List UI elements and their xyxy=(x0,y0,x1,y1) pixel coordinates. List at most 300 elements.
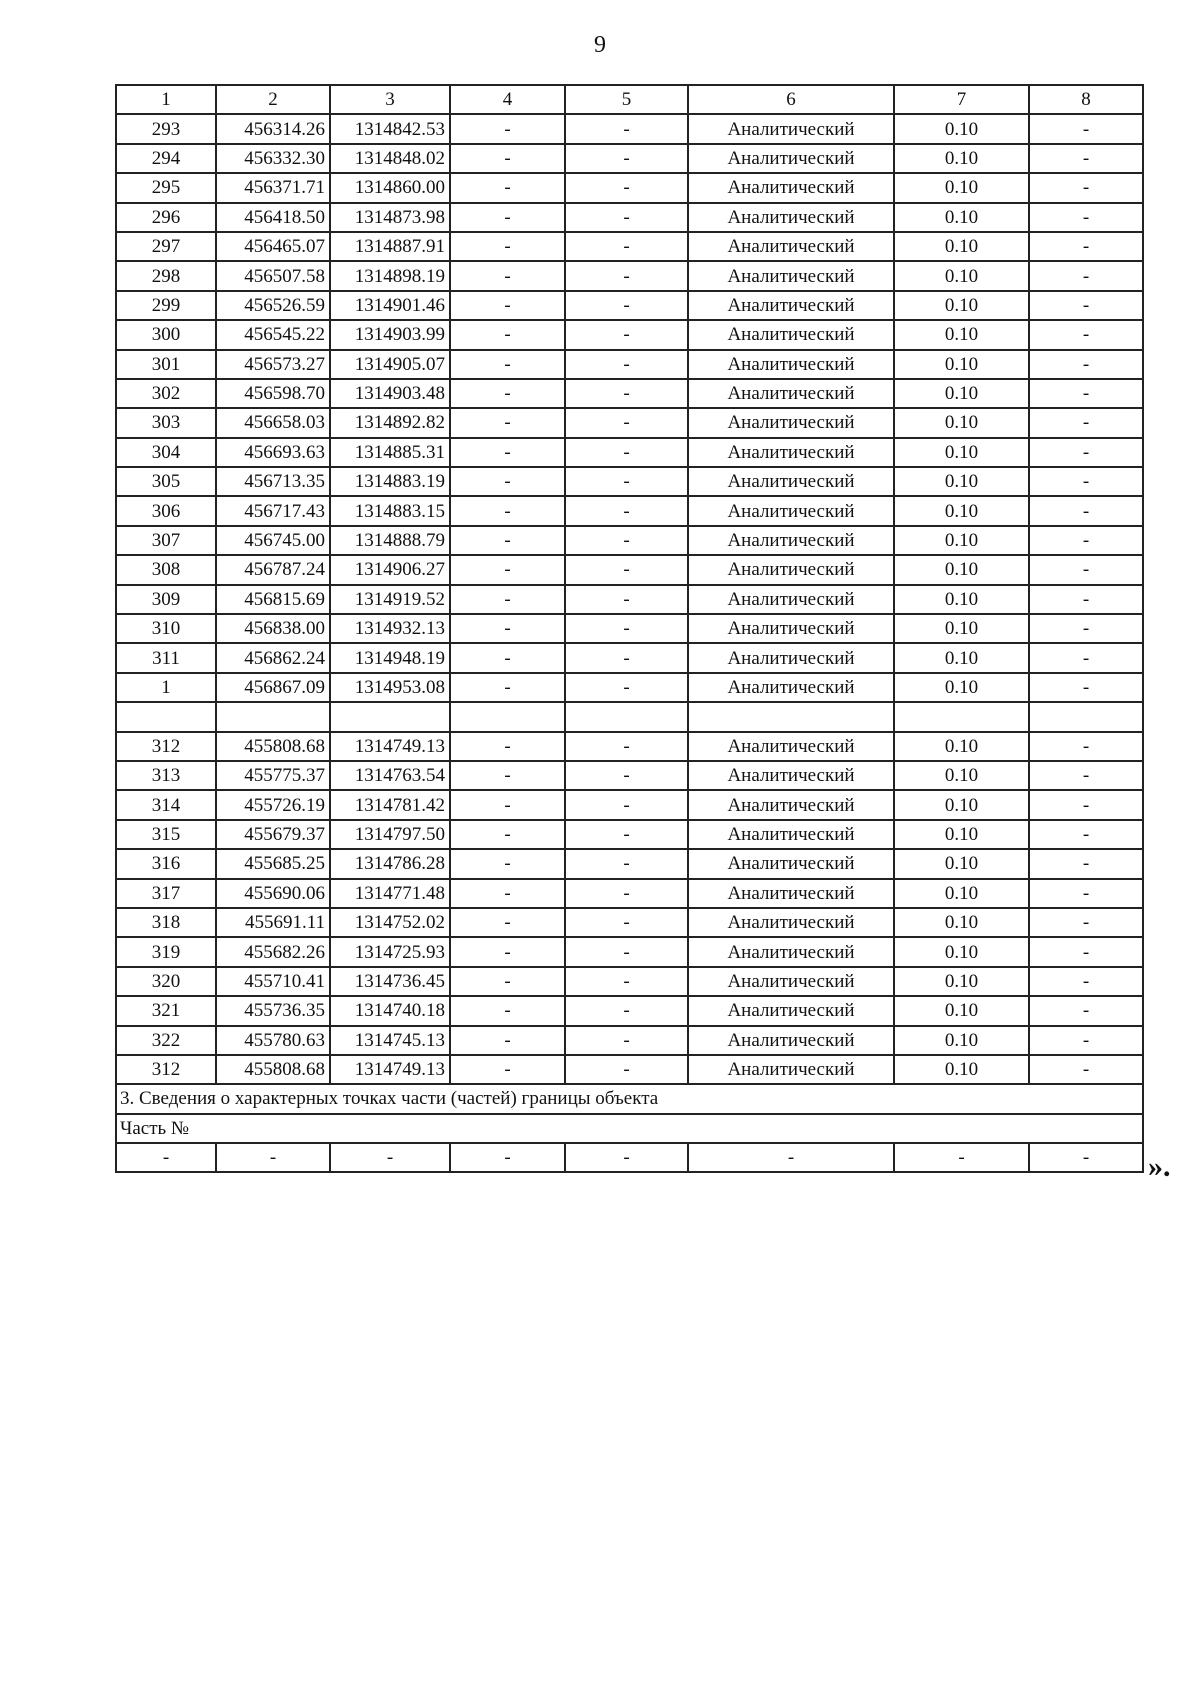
table-row xyxy=(116,496,1143,525)
table-cell: Аналитический xyxy=(688,820,894,849)
table-cell: 0.10 xyxy=(894,673,1029,702)
table-cell: - xyxy=(565,350,688,379)
table-cell: 305 xyxy=(116,467,216,496)
table-cell: 456465.07 xyxy=(216,232,330,261)
table-row xyxy=(116,526,1143,555)
table-cell: 1314948.19 xyxy=(330,643,450,672)
table-cell: 456713.35 xyxy=(216,467,330,496)
table-cell: 0.10 xyxy=(894,996,1029,1025)
table-row xyxy=(116,996,1143,1025)
table-header-row xyxy=(116,85,1143,114)
table-row xyxy=(116,790,1143,819)
table-cell: 304 xyxy=(116,438,216,467)
table-cell: - xyxy=(1029,496,1143,525)
table-cell: 1314953.08 xyxy=(330,673,450,702)
table-cell: - xyxy=(450,467,565,496)
table-cell: 1 xyxy=(116,85,216,114)
table-cell: - xyxy=(450,291,565,320)
table-cell: Аналитический xyxy=(688,320,894,349)
table-cell: 0.10 xyxy=(894,496,1029,525)
table-cell: - xyxy=(565,967,688,996)
table-row xyxy=(116,555,1143,584)
empty-separator-row xyxy=(116,702,1143,731)
table-cell xyxy=(1029,702,1143,731)
table-cell: Аналитический xyxy=(688,144,894,173)
table-cell: 1314771.48 xyxy=(330,879,450,908)
table-cell: 293 xyxy=(116,114,216,143)
table-cell: 1314932.13 xyxy=(330,614,450,643)
table-cell: 312 xyxy=(116,1055,216,1084)
table-cell: - xyxy=(450,967,565,996)
table-cell: Аналитический xyxy=(688,232,894,261)
table-cell: - xyxy=(450,408,565,437)
table-cell: 301 xyxy=(116,350,216,379)
table-cell: 317 xyxy=(116,879,216,908)
table-cell: 1314725.93 xyxy=(330,937,450,966)
table-cell: - xyxy=(565,732,688,761)
table-row xyxy=(116,1026,1143,1055)
section-title: 3. Сведения о характерных точках части (частей) границы объекта xyxy=(116,1084,1143,1113)
table-cell: Аналитический xyxy=(688,643,894,672)
table-cell: - xyxy=(565,908,688,937)
table-cell: 1314763.54 xyxy=(330,761,450,790)
table-cell: 0.10 xyxy=(894,1026,1029,1055)
table-cell: 456573.27 xyxy=(216,350,330,379)
table-cell: - xyxy=(1029,908,1143,937)
table-cell: - xyxy=(565,1026,688,1055)
table-row xyxy=(116,673,1143,702)
table-cell: - xyxy=(1029,173,1143,202)
table-cell: 1314903.48 xyxy=(330,379,450,408)
table-cell: 1314749.13 xyxy=(330,1055,450,1084)
table-cell: 456867.09 xyxy=(216,673,330,702)
table-cell: 296 xyxy=(116,203,216,232)
table-cell: 320 xyxy=(116,967,216,996)
table-cell: 295 xyxy=(116,173,216,202)
table-cell: - xyxy=(565,408,688,437)
table-cell: - xyxy=(450,320,565,349)
table-cell: - xyxy=(1029,790,1143,819)
table-cell: - xyxy=(450,496,565,525)
table-cell xyxy=(450,702,565,731)
table-cell: Аналитический xyxy=(688,673,894,702)
table-cell: - xyxy=(565,1143,688,1172)
table-cell: - xyxy=(216,1143,330,1172)
table-cell: - xyxy=(450,261,565,290)
table-cell: 1314786.28 xyxy=(330,849,450,878)
table-cell: - xyxy=(1029,1026,1143,1055)
table-row xyxy=(116,350,1143,379)
table-cell: 456838.00 xyxy=(216,614,330,643)
table-cell: 294 xyxy=(116,144,216,173)
table-row xyxy=(116,585,1143,614)
table-cell: 456693.63 xyxy=(216,438,330,467)
table-cell: - xyxy=(330,1143,450,1172)
table-cell: - xyxy=(450,350,565,379)
table-cell: - xyxy=(565,614,688,643)
table-cell: - xyxy=(1029,379,1143,408)
table-cell: 5 xyxy=(565,85,688,114)
table-cell: Аналитический xyxy=(688,761,894,790)
table-cell: 1314892.82 xyxy=(330,408,450,437)
table-cell: 313 xyxy=(116,761,216,790)
table-cell: 455808.68 xyxy=(216,1055,330,1084)
table-cell: - xyxy=(1029,1055,1143,1084)
table-cell: 0.10 xyxy=(894,320,1029,349)
table-cell: - xyxy=(565,379,688,408)
table-cell: - xyxy=(565,291,688,320)
table-cell: 456717.43 xyxy=(216,496,330,525)
table-cell: - xyxy=(450,879,565,908)
table-cell: - xyxy=(450,203,565,232)
table-cell: 0.10 xyxy=(894,967,1029,996)
table-cell: 0.10 xyxy=(894,790,1029,819)
table-cell: 1314883.15 xyxy=(330,496,450,525)
table-cell: Аналитический xyxy=(688,879,894,908)
table-cell: 321 xyxy=(116,996,216,1025)
table-row xyxy=(116,732,1143,761)
table-cell: 455808.68 xyxy=(216,732,330,761)
table-cell: - xyxy=(450,1026,565,1055)
table-cell: - xyxy=(450,1055,565,1084)
table-cell: 1314873.98 xyxy=(330,203,450,232)
table-cell: 456314.26 xyxy=(216,114,330,143)
table-cell: 297 xyxy=(116,232,216,261)
table-cell: - xyxy=(450,996,565,1025)
table-cell: 0.10 xyxy=(894,144,1029,173)
table-cell: 0.10 xyxy=(894,879,1029,908)
table-row xyxy=(116,1055,1143,1084)
table-cell: 0.10 xyxy=(894,820,1029,849)
table-cell: - xyxy=(450,820,565,849)
table-cell: 456745.00 xyxy=(216,526,330,555)
table-row xyxy=(116,144,1143,173)
table-cell: 0.10 xyxy=(894,232,1029,261)
table-cell: - xyxy=(565,1055,688,1084)
table-cell: 299 xyxy=(116,291,216,320)
table-cell: 1314887.91 xyxy=(330,232,450,261)
closing-quote: ». xyxy=(1148,1150,1171,1183)
table-cell: 455726.19 xyxy=(216,790,330,819)
table-cell: Аналитический xyxy=(688,1055,894,1084)
table-cell: 0.10 xyxy=(894,291,1029,320)
table-cell: - xyxy=(1029,673,1143,702)
table-cell: 456815.69 xyxy=(216,585,330,614)
table-row xyxy=(116,937,1143,966)
table-cell: Аналитический xyxy=(688,408,894,437)
table-cell: 0.10 xyxy=(894,937,1029,966)
table-cell: Аналитический xyxy=(688,467,894,496)
table-cell: 303 xyxy=(116,408,216,437)
table-cell: - xyxy=(450,761,565,790)
table-cell: 0.10 xyxy=(894,1055,1029,1084)
table-cell: - xyxy=(1029,144,1143,173)
table-cell: Аналитический xyxy=(688,849,894,878)
table-cell: 455775.37 xyxy=(216,761,330,790)
table-cell: 456418.50 xyxy=(216,203,330,232)
table-cell: - xyxy=(450,790,565,819)
table-cell: 0.10 xyxy=(894,114,1029,143)
table-row xyxy=(116,438,1143,467)
table-cell: 1314860.00 xyxy=(330,173,450,202)
table-row xyxy=(116,614,1143,643)
table-cell: Аналитический xyxy=(688,555,894,584)
table-cell: 298 xyxy=(116,261,216,290)
table-cell: - xyxy=(450,379,565,408)
table-cell: - xyxy=(565,261,688,290)
table-cell: - xyxy=(565,203,688,232)
table-cell: 1 xyxy=(116,673,216,702)
table-row xyxy=(116,203,1143,232)
table-cell: - xyxy=(450,526,565,555)
table-cell: - xyxy=(565,438,688,467)
table-cell: 0.10 xyxy=(894,643,1029,672)
table-cell: - xyxy=(1029,1143,1143,1172)
table-cell: - xyxy=(565,555,688,584)
table-cell: - xyxy=(565,879,688,908)
table-cell: - xyxy=(565,790,688,819)
table-cell: 456371.71 xyxy=(216,173,330,202)
table-cell: - xyxy=(1029,261,1143,290)
table-cell: 1314885.31 xyxy=(330,438,450,467)
table-cell: - xyxy=(450,849,565,878)
table-cell: 322 xyxy=(116,1026,216,1055)
table-cell: 1314919.52 xyxy=(330,585,450,614)
table-cell: 0.10 xyxy=(894,203,1029,232)
table-cell: 1314797.50 xyxy=(330,820,450,849)
table-cell: Аналитический xyxy=(688,967,894,996)
table-cell: - xyxy=(1029,643,1143,672)
table-cell: - xyxy=(1029,203,1143,232)
table-cell: - xyxy=(565,820,688,849)
table-cell: 1314883.19 xyxy=(330,467,450,496)
table-cell: Аналитический xyxy=(688,291,894,320)
table-cell: - xyxy=(1029,438,1143,467)
table-cell: - xyxy=(450,585,565,614)
table-cell: Аналитический xyxy=(688,438,894,467)
table-cell: 3 xyxy=(330,85,450,114)
table-cell: 1314903.99 xyxy=(330,320,450,349)
table-cell: Аналитический xyxy=(688,114,894,143)
table-cell: - xyxy=(565,526,688,555)
table-cell: - xyxy=(1029,467,1143,496)
table-row xyxy=(116,173,1143,202)
table-cell: 456862.24 xyxy=(216,643,330,672)
table-cell: 1314905.07 xyxy=(330,350,450,379)
table-row xyxy=(116,232,1143,261)
table-cell: 456598.70 xyxy=(216,379,330,408)
table-cell: - xyxy=(1029,320,1143,349)
table-cell: 456507.58 xyxy=(216,261,330,290)
table-cell xyxy=(330,702,450,731)
table-cell: - xyxy=(1029,232,1143,261)
table-cell: 4 xyxy=(450,85,565,114)
table-cell: 0.10 xyxy=(894,408,1029,437)
table-row xyxy=(116,379,1143,408)
table-cell: Аналитический xyxy=(688,996,894,1025)
table-cell: 302 xyxy=(116,379,216,408)
table-cell: - xyxy=(565,232,688,261)
table-cell: Аналитический xyxy=(688,908,894,937)
table-cell: 6 xyxy=(688,85,894,114)
table-cell: 312 xyxy=(116,732,216,761)
table-cell: 455710.41 xyxy=(216,967,330,996)
table-cell: Аналитический xyxy=(688,790,894,819)
table-cell: Аналитический xyxy=(688,350,894,379)
table-cell: - xyxy=(450,643,565,672)
table-cell: 0.10 xyxy=(894,467,1029,496)
table-cell: 1314752.02 xyxy=(330,908,450,937)
table-cell: - xyxy=(565,849,688,878)
table-cell: - xyxy=(894,1143,1029,1172)
table-cell: - xyxy=(565,320,688,349)
table-cell xyxy=(565,702,688,731)
table-cell: - xyxy=(565,643,688,672)
table-cell: - xyxy=(1029,555,1143,584)
table-cell: - xyxy=(1029,820,1143,849)
table-cell xyxy=(894,702,1029,731)
table-cell: 455780.63 xyxy=(216,1026,330,1055)
table-cell: Аналитический xyxy=(688,1026,894,1055)
table-cell: - xyxy=(450,555,565,584)
table-cell xyxy=(116,702,216,731)
coordinates-table xyxy=(115,84,1144,1173)
table-cell: 0.10 xyxy=(894,379,1029,408)
table-row xyxy=(116,261,1143,290)
table-row xyxy=(116,761,1143,790)
table-cell: 309 xyxy=(116,585,216,614)
part-label: Часть № xyxy=(116,1114,1143,1143)
table-cell: - xyxy=(450,732,565,761)
table-row xyxy=(116,643,1143,672)
table-cell: - xyxy=(450,114,565,143)
table-row xyxy=(116,849,1143,878)
table-row xyxy=(116,320,1143,349)
table-cell: - xyxy=(565,761,688,790)
table-cell: - xyxy=(688,1143,894,1172)
table-cell: - xyxy=(1029,732,1143,761)
table-cell: 1314781.42 xyxy=(330,790,450,819)
table-cell: - xyxy=(450,144,565,173)
table-cell: Аналитический xyxy=(688,585,894,614)
table-cell: Аналитический xyxy=(688,614,894,643)
table-cell: 1314736.45 xyxy=(330,967,450,996)
table-cell: 456658.03 xyxy=(216,408,330,437)
table-cell: 0.10 xyxy=(894,350,1029,379)
table-cell: - xyxy=(1029,614,1143,643)
table-cell: 7 xyxy=(894,85,1029,114)
table-row xyxy=(116,879,1143,908)
table-cell: 308 xyxy=(116,555,216,584)
table-cell: - xyxy=(450,937,565,966)
table-cell: - xyxy=(450,438,565,467)
table-cell: 0.10 xyxy=(894,732,1029,761)
table-cell: 315 xyxy=(116,820,216,849)
table-cell: 307 xyxy=(116,526,216,555)
table-cell: - xyxy=(1029,291,1143,320)
table-cell: Аналитический xyxy=(688,526,894,555)
table-cell: - xyxy=(450,232,565,261)
table-cell: - xyxy=(1029,408,1143,437)
table-cell: 456545.22 xyxy=(216,320,330,349)
table-cell: 455691.11 xyxy=(216,908,330,937)
table-cell: - xyxy=(565,467,688,496)
table-cell: - xyxy=(565,496,688,525)
table-cell: - xyxy=(450,1143,565,1172)
table-cell: - xyxy=(116,1143,216,1172)
table-cell: 0.10 xyxy=(894,849,1029,878)
table-cell: 316 xyxy=(116,849,216,878)
table-cell: - xyxy=(565,144,688,173)
table-cell: 1314745.13 xyxy=(330,1026,450,1055)
table-cell: - xyxy=(1029,114,1143,143)
table-cell xyxy=(216,702,330,731)
table-row xyxy=(116,467,1143,496)
table-cell: - xyxy=(1029,350,1143,379)
table-row xyxy=(116,114,1143,143)
table-cell: - xyxy=(565,173,688,202)
table-cell: 0.10 xyxy=(894,614,1029,643)
table-cell: 1314898.19 xyxy=(330,261,450,290)
table-cell: Аналитический xyxy=(688,937,894,966)
table-row xyxy=(116,820,1143,849)
table-cell: 1314906.27 xyxy=(330,555,450,584)
table-cell: - xyxy=(450,673,565,702)
table-cell: 1314901.46 xyxy=(330,291,450,320)
table-cell: - xyxy=(1029,585,1143,614)
table-cell: - xyxy=(450,173,565,202)
table-cell: 318 xyxy=(116,908,216,937)
table-cell: 1314740.18 xyxy=(330,996,450,1025)
table-cell: 306 xyxy=(116,496,216,525)
table-cell: Аналитический xyxy=(688,732,894,761)
table-cell: - xyxy=(565,937,688,966)
table-cell: 455736.35 xyxy=(216,996,330,1025)
table-cell: 1314842.53 xyxy=(330,114,450,143)
table-cell: - xyxy=(1029,879,1143,908)
table-cell: 1314749.13 xyxy=(330,732,450,761)
table-cell xyxy=(688,702,894,731)
table-cell: Аналитический xyxy=(688,173,894,202)
table-cell: Аналитический xyxy=(688,203,894,232)
table-cell: - xyxy=(1029,937,1143,966)
table-cell: 0.10 xyxy=(894,585,1029,614)
table-cell: 2 xyxy=(216,85,330,114)
table-cell: - xyxy=(1029,996,1143,1025)
table-cell: 0.10 xyxy=(894,173,1029,202)
table-cell: 319 xyxy=(116,937,216,966)
table-cell: 0.10 xyxy=(894,761,1029,790)
table-cell: 300 xyxy=(116,320,216,349)
table-cell: - xyxy=(565,585,688,614)
table-cell: - xyxy=(450,908,565,937)
table-cell: 0.10 xyxy=(894,555,1029,584)
table-cell: 314 xyxy=(116,790,216,819)
table-cell: 455690.06 xyxy=(216,879,330,908)
table-cell: - xyxy=(565,673,688,702)
table-cell: - xyxy=(450,614,565,643)
table-cell: 455685.25 xyxy=(216,849,330,878)
table-cell: - xyxy=(565,114,688,143)
table-cell: 8 xyxy=(1029,85,1143,114)
page-number: 9 xyxy=(594,32,606,58)
table-cell: Аналитический xyxy=(688,379,894,408)
section-title-row xyxy=(116,1084,1143,1113)
table-cell: 1314848.02 xyxy=(330,144,450,173)
table-cell: Аналитический xyxy=(688,496,894,525)
table-cell: 455679.37 xyxy=(216,820,330,849)
table-row xyxy=(116,291,1143,320)
